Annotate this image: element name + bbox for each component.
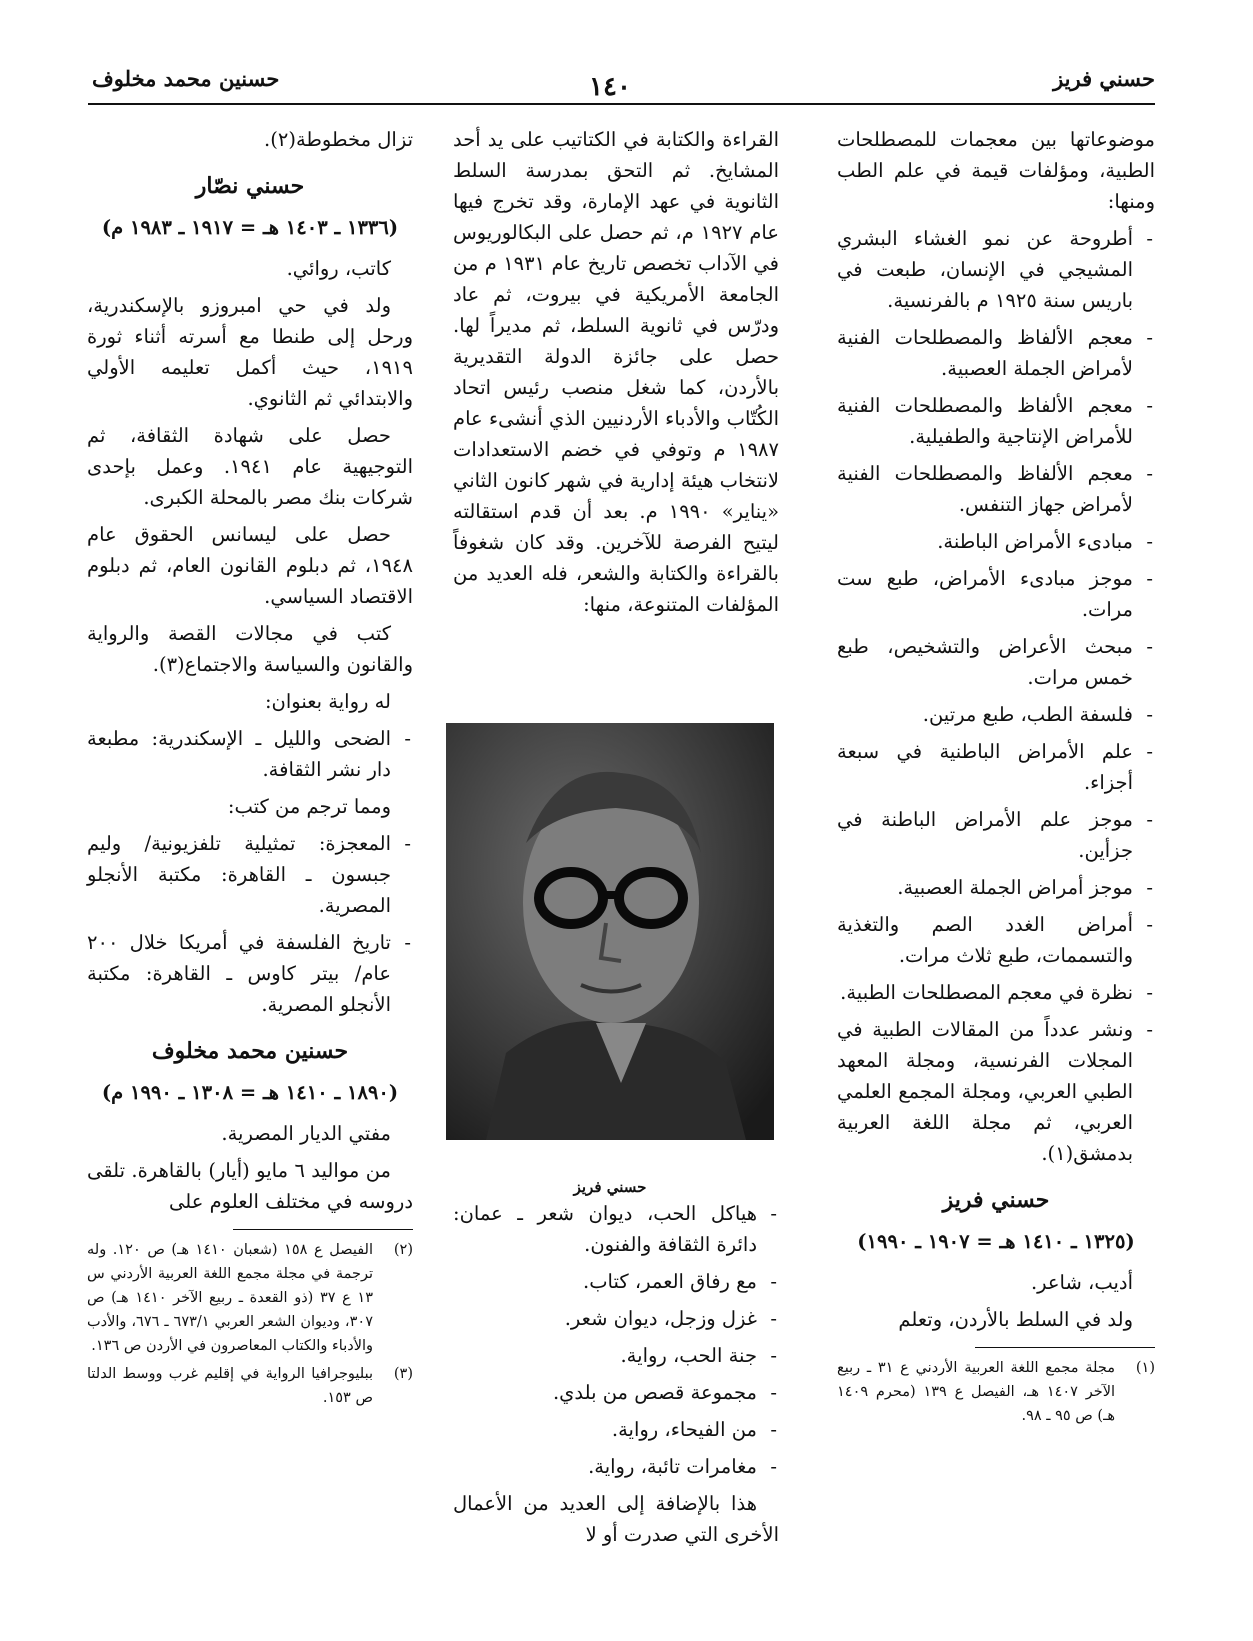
column-left — [87, 124, 413, 1414]
list-item: - معجم الألفاظ والمصطلحات الفنية للأمراض الإنتاجية والطفيلية. — [837, 390, 1155, 452]
medical-works-list — [837, 223, 1155, 1169]
running-title-right: حسني فريز — [1053, 66, 1155, 91]
list-item: - جنة الحب، رواية. — [453, 1340, 779, 1371]
paragraph: ولد في حي امبروزو بالإسكندرية، ورحل إلى طنطا مع أسرته أثناء ثورة ١٩١٩، حيث أكمل تعليمه الأولي والابتدائي ثم الثانوي. — [87, 294, 413, 410]
entry-role: كاتب، روائي. — [286, 257, 391, 280]
entry-role: مفتي الديار المصرية. — [221, 1122, 391, 1145]
entry-dates: (١٣٣٦ ـ ١٤٠٣ هـ = ١٩١٧ ـ ١٩٨٣ م) — [101, 216, 399, 239]
portrait-image — [446, 723, 774, 1140]
footnote — [87, 1362, 413, 1410]
footnote-rule — [975, 1347, 1155, 1348]
novel-list — [87, 723, 413, 785]
column-right — [837, 124, 1155, 1432]
list-item: - فلسفة الطب، طبع مرتين. — [837, 699, 1155, 730]
list-item: - المعجزة: تمثيلية تلفزيونية/ وليم جبسون ـ القاهرة: مكتبة الأنجلو المصرية. — [87, 828, 413, 921]
list-item: - مجموعة قصص من بلدي. — [453, 1377, 779, 1408]
column-middle-lower — [453, 1198, 779, 1556]
column-middle — [453, 124, 779, 626]
bio-paragraph: القراءة والكتابة في الكتاتيب على يد أحد المشايخ. ثم التحق بمدرسة السلط الثانوية في عهد الإمارة، وقد تخرج فيها عام ١٩٢٧ م، ثم حصل على البكالوريوس في الآداب تخصص تاريخ عام ١٩٣١ م من الجامعة الأمريكية في بيروت، ثم عاد ودرّس في ثانوية السلط، ثم مديراً لها. حصل على جائزة الدولة التقديرية بالأردن، كما شغل منصب رئيس اتحاد الكُتّاب والأدباء الأردنيين الذي أنشىء عام ١٩٨٧ م وتوفي في خضم الاستعدادات لانتخاب هيئة إدارية في شهر كانون الثاني «يناير» ١٩٩٠ م. بعد أن قدم استقالته ليتيح الفرصة للآخرين. وقد كان شغوفاً بالقراءة والكتابة والشعر، فله العديد من المؤلفات المتنوعة، منها: — [453, 128, 779, 616]
paragraph: من مواليد ٦ مايو (أيار) بالقاهرة. تلقى دروسه في مختلف العلوم على — [87, 1159, 413, 1213]
paragraph: كتب في مجالات القصة والرواية والقانون والسياسة والاجتماع(٣). — [87, 622, 413, 676]
translations-label: ومما ترجم من كتب: — [227, 795, 391, 818]
entry-heading-hasanein-makhlouf: حسنين محمد مخلوف — [151, 1038, 349, 1064]
list-item: - نظرة في معجم المصطلحات الطبية. — [837, 977, 1155, 1008]
list-item: - موجز مبادىء الأمراض، طبع ست مرات. — [837, 563, 1155, 625]
list-item: - هياكل الحب، ديوان شعر ـ عمان: دائرة الثقافة والفنون. — [453, 1198, 779, 1260]
footnote-text: الفيصل ع ١٥٨ (شعبان ١٤١٠ هـ) ص ١٢٠. وله ترجمة في مجلة مجمع اللغة العربية الأردني س ١٣ ع ٣٧ (ذو القعدة ـ ربيع الآخر ١٤١٠ هـ) ص ٣٠٧، وديوان الشعر العربي ٦٧٣/١ ـ ٦٧٦، والأدب والأدباء والكتاب المعاصرون في الأردن ص ١٣٦. — [87, 1242, 373, 1354]
list-item: - معجم الألفاظ والمصطلحات الفنية لأمراض جهاز التنفس. — [837, 458, 1155, 520]
footnote-number: (٣) — [393, 1366, 413, 1382]
paragraph: حصل على شهادة الثقافة، ثم التوجيهية عام ١٩٤١. وعمل بإحدى شركات بنك مصر بالمحلة الكبرى. — [87, 424, 413, 509]
footnote — [837, 1356, 1155, 1428]
header-rule — [88, 103, 1155, 105]
novel-label: له رواية بعنوان: — [264, 690, 391, 713]
list-item: - مبادىء الأمراض الباطنة. — [837, 526, 1155, 557]
paragraph: حصل على ليسانس الحقوق عام ١٩٤٨، ثم دبلوم القانون العام، ثم دبلوم الاقتصاد السياسي. — [87, 523, 413, 608]
list-item: - علم الأمراض الباطنية في سبعة أجزاء. — [837, 736, 1155, 798]
footnote-text: ببليوجرافيا الرواية في إقليم غرب ووسط الدلتا ص ١٥٣. — [87, 1366, 373, 1406]
list-item: - ونشر عدداً من المقالات الطبية في المجلات الفرنسية، ومجلة المعهد الطبي العربي، ومجلة المجمع العلمي العربي، ثم مجلة اللغة العربية بدمشق(١). — [837, 1014, 1155, 1169]
footnote — [87, 1238, 413, 1358]
footnote-number: (١) — [1135, 1360, 1155, 1376]
footnote-number: (٢) — [393, 1242, 413, 1258]
list-item: - من الفيحاء، رواية. — [453, 1414, 779, 1445]
list-item: - مبحث الأعراض والتشخيص، طبع خمس مرات. — [837, 631, 1155, 693]
running-title-left: حسنين محمد مخلوف — [92, 66, 280, 91]
entry-dates: (١٣٢٥ ـ ١٤١٠ هـ = ١٩٠٧ ـ ١٩٩٠) — [857, 1230, 1135, 1253]
intro-text: موضوعاتها بين معجمات للمصطلحات الطبية، ومؤلفات قيمة في علم الطب ومنها: — [837, 128, 1155, 213]
list-item: - أمراض الغدد الصم والتغذية والتسممات، طبع ثلاث مرات. — [837, 909, 1155, 971]
footnotes-left — [87, 1238, 413, 1410]
entry-role: أديب، شاعر. — [1030, 1271, 1133, 1294]
list-item: - مع رفاق العمر، كتاب. — [453, 1266, 779, 1297]
footnote-text: مجلة مجمع اللغة العربية الأردني ع ٣١ ـ ربيع الآخر ١٤٠٧ هـ، الفيصل ع ١٣٩ (محرم ١٤٠٩ هـ) ص ٩٥ ـ ٩٨. — [837, 1360, 1115, 1424]
footnotes-right — [837, 1356, 1155, 1428]
list-item: - موجز علم الأمراض الباطنة في جزأين. — [837, 804, 1155, 866]
continuation-text: تزال مخطوطة(٢). — [264, 128, 413, 151]
list-item: - أطروحة عن نمو الغشاء البشري المشيجي في الإنسان، طبعت في باريس سنة ١٩٢٥ م بالفرنسية. — [837, 223, 1155, 316]
footnote-rule — [233, 1229, 413, 1230]
entry-heading-husni-nassar: حسني نصّار — [195, 173, 305, 199]
entry-heading-husni-fariz: حسني فريز — [942, 1187, 1050, 1213]
list-item: - الضحى والليل ـ الإسكندرية: مطبعة دار نشر الثقافة. — [87, 723, 413, 785]
portrait-photo — [446, 723, 774, 1140]
translations-list — [87, 828, 413, 1020]
entry-dates: (١٨٩٠ ـ ١٤١٠ هـ = ١٣٠٨ ـ ١٩٩٠ م) — [101, 1081, 399, 1104]
list-item: - معجم الألفاظ والمصطلحات الفنية لأمراض الجملة العصبية. — [837, 322, 1155, 384]
literary-works-list — [453, 1198, 779, 1482]
page-number: ١٤٠ — [589, 72, 631, 102]
list-item: - موجز أمراض الجملة العصبية. — [837, 872, 1155, 903]
entry-bio-start: ولد في السلط بالأردن، وتعلم — [898, 1308, 1133, 1331]
closing-paragraph: هذا بالإضافة إلى العديد من الأعمال الأخرى التي صدرت أو لا — [453, 1492, 779, 1546]
list-item: - تاريخ الفلسفة في أمريكا خلال ٢٠٠ عام/ بيتر كاوس ـ القاهرة: مكتبة الأنجلو المصرية. — [87, 927, 413, 1020]
photo-caption: حسني فريز — [573, 1178, 647, 1196]
list-item: - مغامرات تائبة، رواية. — [453, 1451, 779, 1482]
list-item: - غزل وزجل، ديوان شعر. — [453, 1303, 779, 1334]
